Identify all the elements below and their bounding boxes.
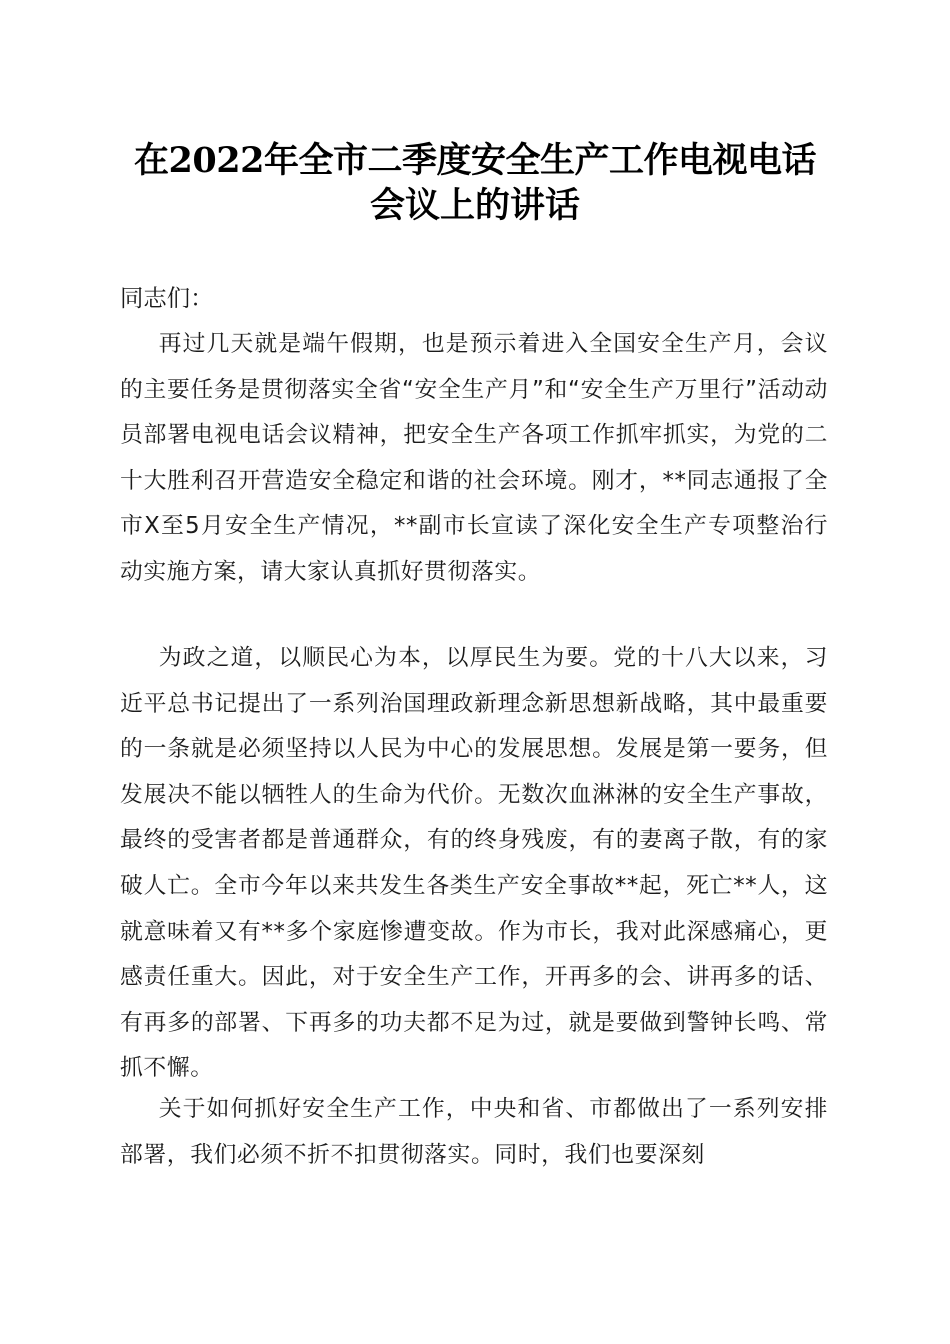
salutation: 同志们： xyxy=(120,284,214,312)
paragraph-2: 为政之道，以顺民心为本，以厚民生为要。党的十八大以来，习近平总书记提出了一系列治国理政新理念新思想新战略，其中最重要的一条就是必须坚持以人民为中心的发展思想。发展是第一要务，但发展决不能以牺牲人的生命为代价。无数次血淋淋的安全生产事故，最终的受害者都是普通群众，有的终身残废，有的妻离子散，有的家破人亡。全市今年以来共发生各类生产安全事故**起，死亡**人，这就意味着又有**多个家庭惨遭变故。作为市长，我对此深感痛心，更感责任重大。因此，对于安全生产工作，开再多的会、讲再多的话、有再多的部署、下再多的功夫都不足为过，就是要做到警钟长鸣、常抓不懈。 xyxy=(120,645,828,1082)
paragraph-1: 再过几天就是端午假期，也是预示着进入全国安全生产月，会议的主要任务是贯彻落实全省“安全生产月”和“安全生产万里行”活动动员部署电视电话会议精神，把安全生产各项工作抓牢抓实，为党的二十大胜利召开营造安全稳定和谐的社会环境。刚才，**同志通报了全市X至5月安全生产情况，**副市长宣读了深化安全生产专项整治行动实施方案，请大家认真抓好贯彻落实。 xyxy=(120,331,828,585)
paragraph-3: 关于如何抓好安全生产工作，中央和省、市都做出了一系列安排部署，我们必须不折不扣贯彻落实。同时，我们也要深刻 xyxy=(120,1096,828,1168)
document-title-line-2: 会议上的讲话 xyxy=(369,185,580,226)
document-title-line-1: 在2022年全市二季度安全生产工作电视电话 xyxy=(134,140,816,181)
